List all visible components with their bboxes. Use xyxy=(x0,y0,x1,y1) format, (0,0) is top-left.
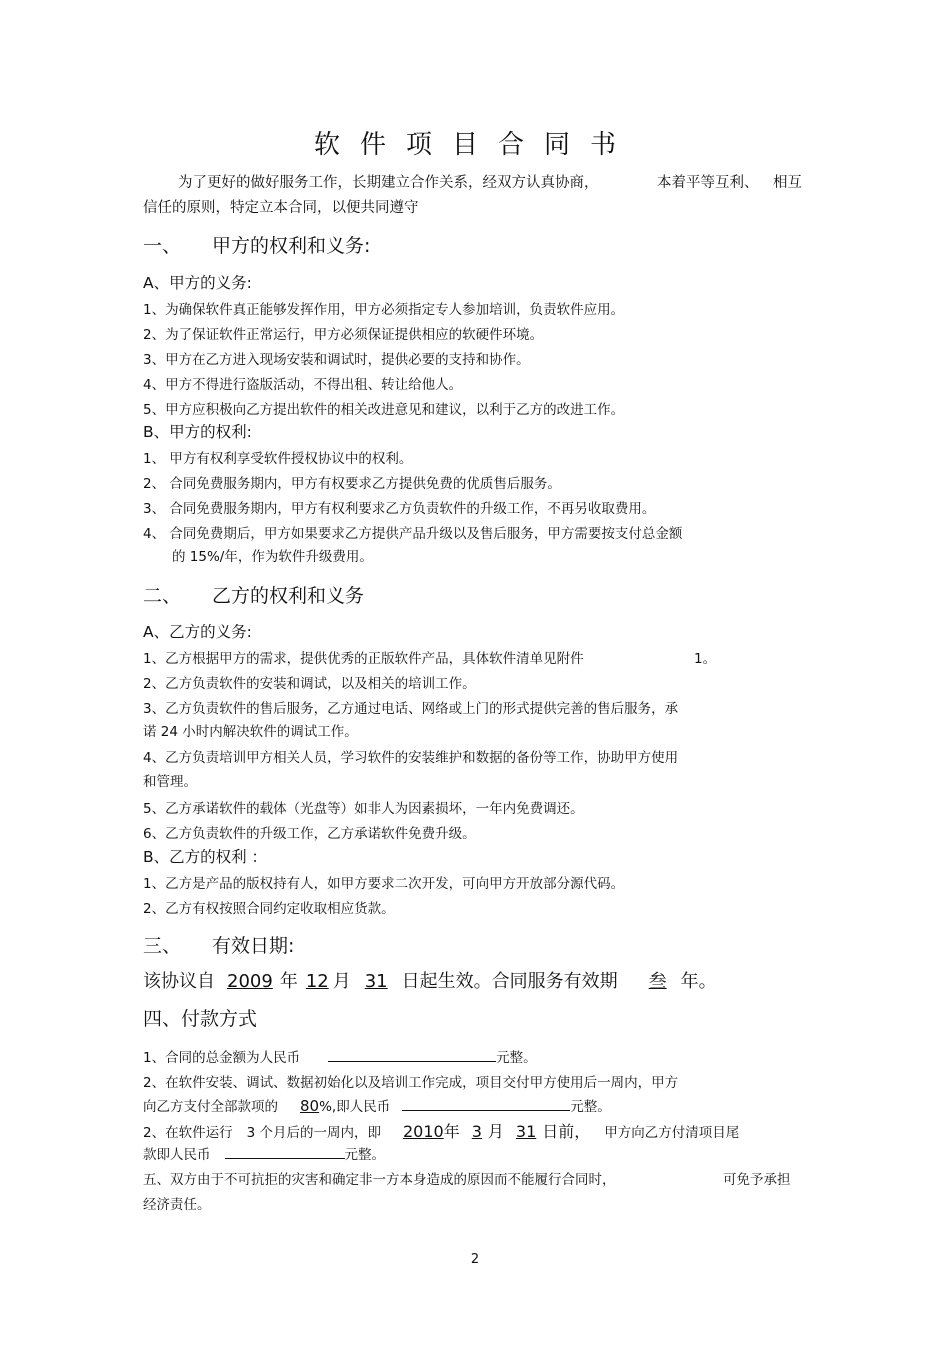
s2b-item-2: 2、乙方有权按照合同约定收取相应货款。 xyxy=(143,901,395,917)
payment-3-tail: 甲方向乙方付清项目尾 xyxy=(604,1125,740,1141)
payment-total-end: 元整。 xyxy=(496,1050,537,1066)
section4-heading: 四、付款方式 xyxy=(143,1008,258,1030)
payment-3-month-char: 月 xyxy=(487,1122,504,1141)
payment-3-end: 元整。 xyxy=(344,1147,385,1163)
payment-2-blank xyxy=(402,1096,570,1111)
month-char: 月 xyxy=(332,971,351,992)
s1b-item-4: 4、 合同免费期后，甲方如果要求乙方提供产品升级以及售后服务，甲方需要按支付总金额 xyxy=(143,526,683,542)
intro-line2: 信任的原则，特定立本合同，以便共同遵守 xyxy=(143,200,419,216)
payment-3-day: 31 xyxy=(515,1122,537,1141)
payment-total-line xyxy=(143,1046,537,1066)
payment-3-month: 3 xyxy=(471,1122,482,1141)
payment-2-end: 元整。 xyxy=(570,1099,611,1115)
s2a-item-3: 3、乙方负责软件的售后服务，乙方通过电话、网络或上门的形式提供完善的售后服务，承 xyxy=(143,701,679,717)
payment-2-line1: 2、在软件安装、调试、数据初始化以及培训工作完成，项目交付甲方使用后一周内，甲方 xyxy=(143,1075,679,1091)
s2a-item-1-tail: 1。 xyxy=(694,651,717,667)
s2a-item-4-cont: 和管理。 xyxy=(143,774,197,790)
payment-3-label: 2、在软件运行 xyxy=(143,1125,233,1141)
s2a-item-6: 6、乙方负责软件的升级工作，乙方承诺软件免费升级。 xyxy=(143,826,476,842)
payment-3-label-b: 3 个月后的一周内，即 xyxy=(246,1125,381,1141)
s1b-item-1: 1、 甲方有权利享受软件授权协议中的权利。 xyxy=(143,451,413,467)
section2b-title: B、乙方的权利 ： xyxy=(143,848,268,866)
s1a-item-2: 2、为了保证软件正常运行，甲方必须保证提供相应的软硬件环境。 xyxy=(143,327,544,343)
payment-total-blank xyxy=(328,1047,496,1062)
s2a-item-1: 1、乙方根据甲方的需求，提供优秀的正版软件产品，具体软件清单见附件 xyxy=(143,651,584,667)
s2a-item-4: 4、乙方负责培训甲方相关人员，学习软件的安装维护和数据的备份等工作，协助甲方使用 xyxy=(143,750,679,766)
page-number: 2 xyxy=(470,1252,480,1267)
intro-line1c: 相互 xyxy=(773,175,802,191)
s1a-item-3: 3、甲方在乙方进入现场安装和调试时，提供必要的支持和协作。 xyxy=(143,352,530,368)
section3-number: 三、 xyxy=(143,935,182,957)
effective-start-text: 该协议自 xyxy=(143,971,215,992)
intro-line1a: 为了更好的做好服务工作，长期建立合作关系，经双方认真协商， xyxy=(178,175,599,191)
year-char: 年 xyxy=(279,971,298,992)
effective-year: 2009 xyxy=(227,971,273,992)
payment-3-line2 xyxy=(143,1143,385,1163)
section2-number: 二、 xyxy=(143,585,182,607)
section5-line1-tail: 可免予承担 xyxy=(723,1172,791,1188)
payment-3-year-char: 年 xyxy=(443,1122,460,1141)
payment-3-line1 xyxy=(143,1119,739,1142)
effective-tail-text: 日起生效。合同服务有效期 xyxy=(401,971,618,992)
section1a-title: A、甲方的义务: xyxy=(143,274,252,292)
section1-number: 一、 xyxy=(143,235,182,257)
s2a-item-3-cont: 诺 24 小时内解决软件的调试工作。 xyxy=(143,724,358,740)
section3-heading: 有效日期: xyxy=(212,935,295,957)
payment-percent: 80 xyxy=(300,1097,320,1115)
payment-3-blank xyxy=(225,1144,345,1159)
effective-day: 31 xyxy=(364,971,388,992)
effective-end-text: 年。 xyxy=(680,971,717,992)
payment-2-label: 向乙方支付全部款项的 xyxy=(143,1099,278,1115)
effective-month: 12 xyxy=(305,971,329,992)
effective-date-line xyxy=(143,967,717,993)
s2b-item-1: 1、乙方是产品的版权持有人，如甲方要求二次开发，可向甲方开放部分源代码。 xyxy=(143,876,625,892)
intro-line1b: 本着平等互利、 xyxy=(657,175,759,191)
section5-line2: 经济责任。 xyxy=(143,1197,211,1213)
payment-2-line2 xyxy=(143,1095,611,1115)
payment-3-year: 2010 xyxy=(402,1122,444,1141)
s1b-item-3: 3、 合同免费服务期内，甲方有权利要求乙方负责软件的升级工作，不再另收取费用。 xyxy=(143,501,656,517)
page-title: 软件项目合同书 xyxy=(313,130,636,160)
s1a-item-4: 4、甲方不得进行盗版活动，不得出租、转让给他人。 xyxy=(143,377,463,393)
section2-heading: 乙方的权利和义务 xyxy=(212,585,365,607)
payment-2-mid: %,即人民币 xyxy=(319,1099,391,1115)
s1b-item-4-cont: 的 15%/年，作为软件升级费用。 xyxy=(172,549,373,565)
section2a-title: A、乙方的义务: xyxy=(143,623,252,641)
s2a-item-2: 2、乙方负责软件的安装和调试，以及相关的培训工作。 xyxy=(143,676,476,692)
service-period: 叁 xyxy=(648,971,667,992)
s2a-item-5: 5、乙方承诺软件的载体（光盘等）如非人为因素损坏，一年内免费调还。 xyxy=(143,801,584,817)
s1a-item-5: 5、甲方应积极向乙方提出软件的相关改进意见和建议，以利于乙方的改进工作。 xyxy=(143,402,625,418)
payment-3-day-char: 日前， xyxy=(542,1122,591,1141)
section5-line1: 五、双方由于不可抗拒的灾害和确定非一方本身造成的原因而不能履行合同时， xyxy=(143,1172,616,1188)
payment-3-cont: 款即人民币 xyxy=(143,1147,211,1163)
s1a-item-1: 1、为确保软件真正能够发挥作用，甲方必须指定专人参加培训，负责软件应用。 xyxy=(143,302,625,318)
section1-heading: 甲方的权利和义务: xyxy=(212,235,371,257)
section1b-title: B、甲方的权利: xyxy=(143,423,252,441)
s1b-item-2: 2、 合同免费服务期内，甲方有权要求乙方提供免费的优质售后服务。 xyxy=(143,476,561,492)
payment-total-label: 1、合同的总金额为人民币 xyxy=(143,1050,301,1066)
